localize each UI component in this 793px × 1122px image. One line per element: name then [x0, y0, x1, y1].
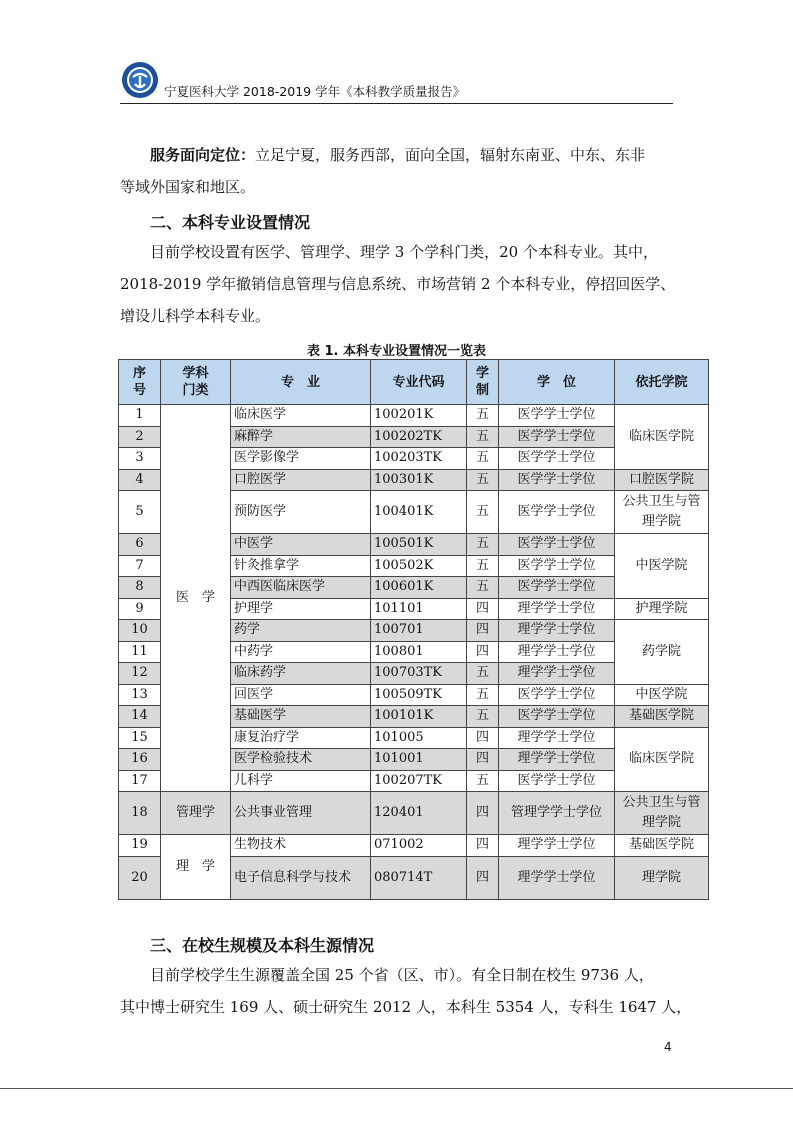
- cell-major: 医学检验技术: [231, 749, 371, 771]
- header-category: 学科 门类: [161, 360, 231, 405]
- intro-line-2: 等域外国家和地区。: [120, 178, 256, 196]
- section-2-line-2: 2018-2019 学年撤销信息管理与信息系统、市场营销 2 个本科专业，停招回医学、: [120, 275, 676, 293]
- section-2-title: 二、本科专业设置情况: [150, 213, 311, 232]
- cell-college: 理学院: [615, 856, 709, 899]
- cell-degree: 医学学士学位: [499, 706, 615, 728]
- cell-major: 康复治疗学: [231, 727, 371, 749]
- cell-major: 口腔医学: [231, 469, 371, 491]
- cell-major: 中西医临床医学: [231, 577, 371, 599]
- cell-code: 100703TK: [371, 663, 467, 685]
- header-duration: 学 制: [467, 360, 499, 405]
- university-logo-icon: [120, 60, 160, 100]
- cell-major: 中医学: [231, 534, 371, 556]
- cell-college: 中医学院: [615, 534, 709, 599]
- cell-duration: 四: [467, 727, 499, 749]
- cell-degree: 医学学士学位: [499, 577, 615, 599]
- cell-major: 药学: [231, 620, 371, 642]
- cell-no: 15: [119, 727, 161, 749]
- cell-code: 100701: [371, 620, 467, 642]
- header-degree: 学 位: [499, 360, 615, 405]
- cell-degree: 医学学士学位: [499, 491, 615, 534]
- intro-label: 服务面向定位：: [150, 146, 256, 164]
- header-no: 序 号: [119, 360, 161, 405]
- cell-no: 16: [119, 749, 161, 771]
- cell-code: 100509TK: [371, 684, 467, 706]
- cell-college: 临床医学院: [615, 405, 709, 470]
- cell-college: 临床医学院: [615, 727, 709, 792]
- cell-degree: 医学学士学位: [499, 770, 615, 792]
- cell-no: 3: [119, 448, 161, 470]
- cell-college: 公共卫生与管理学院: [615, 792, 709, 835]
- cell-degree: 理学学士学位: [499, 835, 615, 857]
- cell-no: 17: [119, 770, 161, 792]
- cell-degree: 医学学士学位: [499, 534, 615, 556]
- cell-degree: 医学学士学位: [499, 426, 615, 448]
- cell-college: 公共卫生与管理学院: [615, 491, 709, 534]
- cell-code: 100601K: [371, 577, 467, 599]
- cell-major: 临床医学: [231, 405, 371, 427]
- header-college: 依托学院: [615, 360, 709, 405]
- cell-degree: 理学学士学位: [499, 727, 615, 749]
- cell-major: 公共事业管理: [231, 792, 371, 835]
- intro-line-1: [150, 139, 703, 171]
- page-header: [120, 60, 673, 104]
- cell-duration: 五: [467, 663, 499, 685]
- cell-major: 电子信息科学与技术: [231, 856, 371, 899]
- cell-major: 护理学: [231, 598, 371, 620]
- cell-major: 生物技术: [231, 835, 371, 857]
- cell-duration: 五: [467, 577, 499, 599]
- table-row: [119, 792, 709, 835]
- cell-no: 5: [119, 491, 161, 534]
- cell-degree: 理学学士学位: [499, 663, 615, 685]
- cell-no: 12: [119, 663, 161, 685]
- cell-no: 19: [119, 835, 161, 857]
- cell-code: 100101K: [371, 706, 467, 728]
- cell-duration: 五: [467, 684, 499, 706]
- cell-no: 4: [119, 469, 161, 491]
- cell-major: 麻醉学: [231, 426, 371, 448]
- cell-duration: 五: [467, 448, 499, 470]
- cell-duration: 五: [467, 706, 499, 728]
- table-caption: 表 1. 本科专业设置情况一览表: [306, 344, 487, 359]
- section-3-title: 三、在校生规模及本科生源情况: [150, 936, 375, 955]
- cell-duration: 五: [467, 770, 499, 792]
- table-row: [119, 405, 709, 427]
- cell-degree: 管理学学士学位: [499, 792, 615, 835]
- cell-code: 071002: [371, 835, 467, 857]
- cell-code: 101001: [371, 749, 467, 771]
- cell-duration: 五: [467, 555, 499, 577]
- cell-duration: 五: [467, 405, 499, 427]
- intro-text: 立足宁夏，服务西部，面向全国，辐射东南亚、中东、东非: [255, 146, 646, 164]
- cell-code: 100502K: [371, 555, 467, 577]
- cell-code: 100501K: [371, 534, 467, 556]
- cell-no: 1: [119, 405, 161, 427]
- cell-code: 101005: [371, 727, 467, 749]
- cell-no: 14: [119, 706, 161, 728]
- cell-no: 11: [119, 641, 161, 663]
- cell-no: 2: [119, 426, 161, 448]
- cell-duration: 四: [467, 641, 499, 663]
- cell-no: 6: [119, 534, 161, 556]
- cell-degree: 理学学士学位: [499, 749, 615, 771]
- cell-degree: 医学学士学位: [499, 684, 615, 706]
- cell-code: 101101: [371, 598, 467, 620]
- cell-no: 9: [119, 598, 161, 620]
- cell-duration: 四: [467, 620, 499, 642]
- table-row: [119, 835, 709, 857]
- cell-college: 药学院: [615, 620, 709, 685]
- cell-major: 临床药学: [231, 663, 371, 685]
- cell-major: 回医学: [231, 684, 371, 706]
- cell-code: 100401K: [371, 491, 467, 534]
- cell-duration: 四: [467, 835, 499, 857]
- table-header-row: [119, 360, 709, 405]
- cell-code: 120401: [371, 792, 467, 835]
- header-code: 专业代码: [371, 360, 467, 405]
- cell-duration: 四: [467, 598, 499, 620]
- cell-major: 医学影像学: [231, 448, 371, 470]
- cell-college: 口腔医学院: [615, 469, 709, 491]
- header-major: 专 业: [231, 360, 371, 405]
- footer-divider: [0, 1088, 793, 1089]
- cell-major: 儿科学: [231, 770, 371, 792]
- cell-category-science: 理 学: [161, 835, 231, 900]
- cell-no: 18: [119, 792, 161, 835]
- cell-code: 100801: [371, 641, 467, 663]
- majors-table: [118, 359, 709, 900]
- cell-no: 8: [119, 577, 161, 599]
- cell-major: 针灸推拿学: [231, 555, 371, 577]
- section-2-line-3: 增设儿科学本科专业。: [120, 307, 271, 325]
- cell-code: 100207TK: [371, 770, 467, 792]
- cell-duration: 四: [467, 856, 499, 899]
- cell-major: 基础医学: [231, 706, 371, 728]
- cell-duration: 五: [467, 426, 499, 448]
- cell-degree: 医学学士学位: [499, 469, 615, 491]
- cell-duration: 五: [467, 491, 499, 534]
- section-3-line-2: 其中博士研究生 169 人、硕士研究生 2012 人，本科生 5354 人，专科生 1647 人，: [120, 998, 692, 1016]
- cell-degree: 理学学士学位: [499, 856, 615, 899]
- cell-duration: 五: [467, 469, 499, 491]
- cell-major: 中药学: [231, 641, 371, 663]
- cell-major: 预防医学: [231, 491, 371, 534]
- cell-code: 080714T: [371, 856, 467, 899]
- cell-degree: 医学学士学位: [499, 448, 615, 470]
- cell-code: 100202TK: [371, 426, 467, 448]
- cell-no: 13: [119, 684, 161, 706]
- section-2-line-1: 目前学校设置有医学、管理学、理学 3 个学科门类，20 个本科专业。其中，: [150, 243, 658, 261]
- page-number: 4: [664, 1040, 672, 1054]
- cell-no: 10: [119, 620, 161, 642]
- cell-duration: 五: [467, 534, 499, 556]
- cell-duration: 四: [467, 749, 499, 771]
- cell-college: 基础医学院: [615, 835, 709, 857]
- section-3-line-1: 目前学校学生生源覆盖全国 25 个省（区、市）。有全日制在校生 9736 人，: [150, 966, 654, 984]
- cell-no: 20: [119, 856, 161, 899]
- cell-degree: 医学学士学位: [499, 555, 615, 577]
- cell-college: 基础医学院: [615, 706, 709, 728]
- cell-college: 护理学院: [615, 598, 709, 620]
- cell-code: 100301K: [371, 469, 467, 491]
- cell-code: 100201K: [371, 405, 467, 427]
- cell-no: 7: [119, 555, 161, 577]
- cell-degree: 理学学士学位: [499, 598, 615, 620]
- cell-degree: 理学学士学位: [499, 641, 615, 663]
- cell-category-management: 管理学: [161, 792, 231, 835]
- cell-code: 100203TK: [371, 448, 467, 470]
- cell-college: 中医学院: [615, 684, 709, 706]
- header-title: 宁夏医科大学 2018-2019 学年《本科教学质量报告》: [164, 84, 466, 99]
- cell-duration: 四: [467, 792, 499, 835]
- cell-category-medicine: 医 学: [161, 405, 231, 792]
- cell-degree: 理学学士学位: [499, 620, 615, 642]
- cell-degree: 医学学士学位: [499, 405, 615, 427]
